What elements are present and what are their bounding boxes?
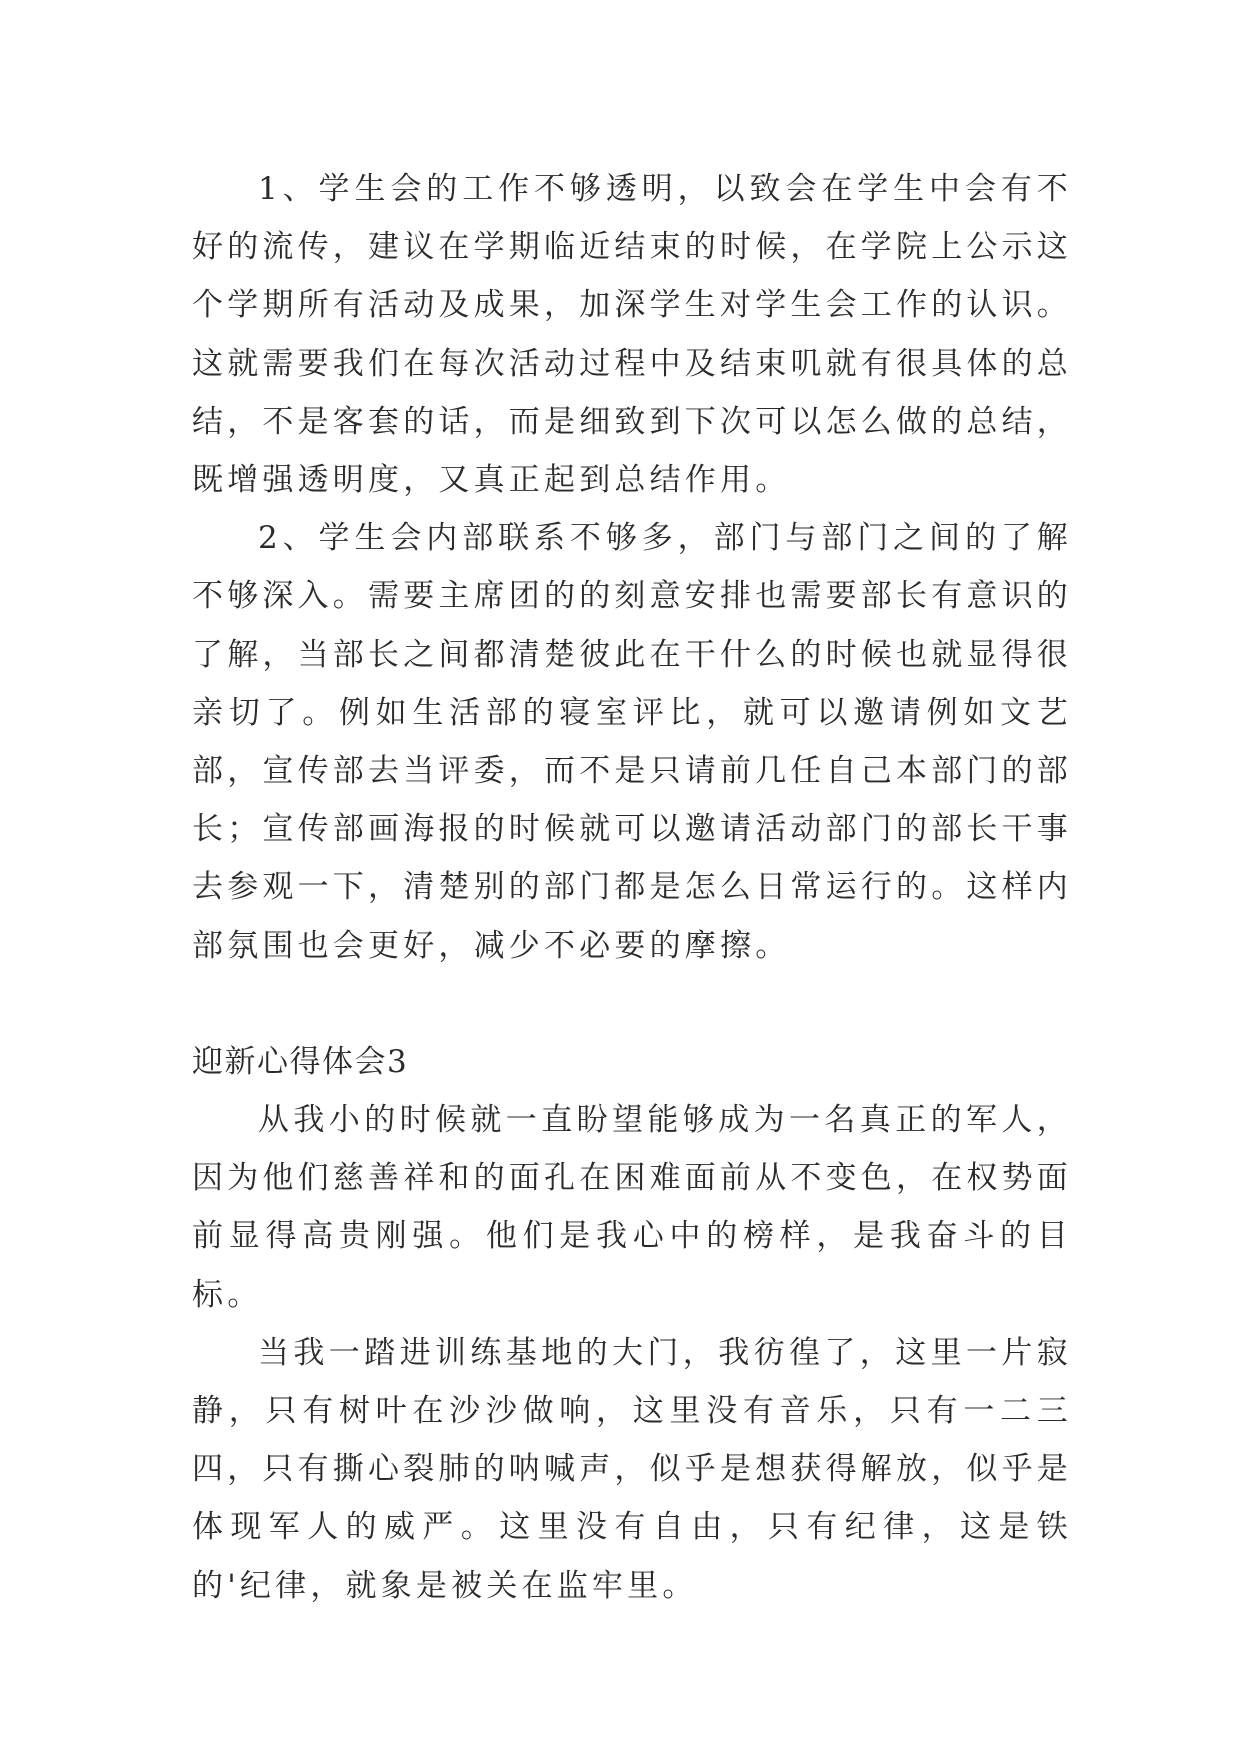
paragraph-1: 1、学生会的工作不够透明，以致会在学生中会有不好的流传，建议在学期临近结束的时候，在学院上公示这个学期所有活动及成果，加深学生对学生会工作的认识。这就需要我们在每次活动过程中及结束叽就有很具体的总结，不是客套的话，而是细致到下次可以怎么做的总结，既增强透明度，又真正起到总结作用。	[192, 171, 1072, 499]
paragraph-3: 从我小的时候就一直盼望能够成为一名真正的军人，因为他们慈善祥和的面孔在困难面前从不变色，在权势面前显得高贵刚强。他们是我心中的榜样，是我奋斗的目标。	[192, 1102, 1072, 1313]
paragraph-2: 2、学生会内部联系不够多，部门与部门之间的了解不够深入。需要主席团的的刻意安排也需要部长有意识的了解，当部长之间都清楚彼此在干什么的时候也就显得很亲切了。例如生活部的寝室评比，就可以邀请例如文艺部，宣传部去当评委，而不是只请前几任自己本部门的部长；宣传部画海报的时候就可以邀请活动部门的部长干事去参观一下，清楚别的部门都是怎么日常运行的。这样内部氛围也会更好，减少不必要的摩擦。	[192, 520, 1072, 964]
document-body	[192, 160, 1072, 1615]
paragraph-4: 当我一踏进训练基地的大门，我彷徨了，这里一片寂静，只有树叶在沙沙做响，这里没有音乐，只有一二三四，只有撕心裂肺的呐喊声，似乎是想获得解放，似乎是体现军人的威严。这里没有自由，只有纪律，这是铁的'纪律，就象是被关在监牢里。	[192, 1334, 1072, 1604]
section-title: 迎新心得体会3	[192, 1043, 409, 1080]
